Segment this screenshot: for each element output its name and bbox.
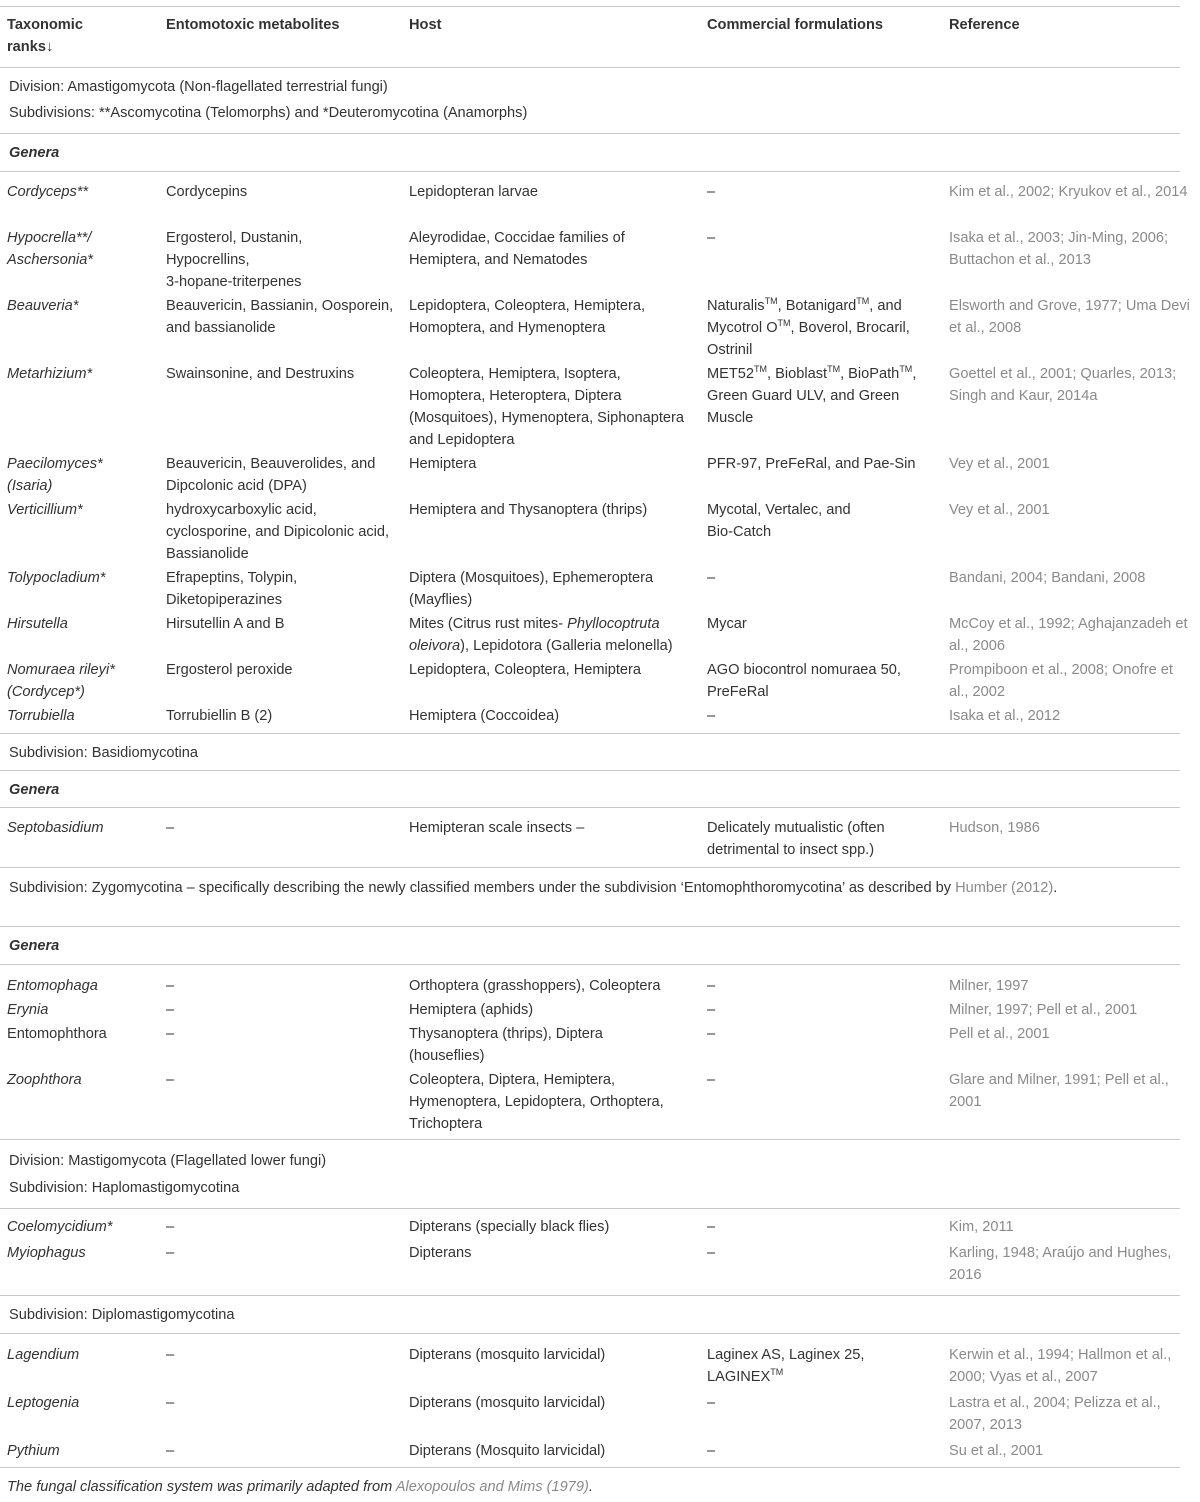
formulations-cell: – <box>707 1072 716 1088</box>
host-cell: Hemiptera <box>409 456 477 472</box>
metabolites-cell: Cordycepins <box>166 184 248 200</box>
reference-cell: Hudson, 1986 <box>949 820 1040 836</box>
metabolites-cell: Swainsonine, and Destruxins <box>166 366 355 382</box>
metabolites-cell: Efrapeptins, Tolypin, Diketopiperazines <box>166 570 298 608</box>
header-host: Host <box>409 17 442 33</box>
reference-cell: Kim, 2011 <box>949 1219 1014 1235</box>
metabolites-cell: – <box>166 1395 175 1411</box>
divider <box>0 1139 1180 1140</box>
division-label: Division: Mastigomycota (Flagellated lower fungi) <box>9 1153 327 1169</box>
reference-cell: Prompiboon et al., 2008; Onofre et al., 2002 <box>949 662 1173 700</box>
trademark-mark: TM <box>770 1367 784 1377</box>
divider <box>0 133 1180 134</box>
formulation-text: LAGINEX <box>707 1369 771 1385</box>
trademark-mark: TM <box>856 296 870 306</box>
footnote-text: The fungal classification system was primarily adapted from <box>7 1479 396 1495</box>
formulations-cell: – <box>707 1002 716 1018</box>
subdivision-text: Subdivision: Zygomycotina – specifically describing the newly classified members under the subdivision ‘Entomophthoromycotina’ as described by <box>9 880 956 896</box>
metabolites-cell: Hirsutellin A and B <box>166 616 285 632</box>
genus-cell: Erynia <box>7 1002 49 1018</box>
host-cell: Dipterans (specially black flies) <box>409 1219 610 1235</box>
host-cell <box>409 613 699 657</box>
genus-cell <box>7 227 157 271</box>
formulations-cell: – <box>707 230 716 246</box>
formulations-cell: Mycar <box>707 616 747 632</box>
formulation-text: , BioPath <box>840 366 900 382</box>
reference-cell: Pell et al., 2001 <box>949 1026 1050 1042</box>
formulation-line: Laginex AS, Laginex 25, <box>707 1347 865 1363</box>
metabolites-cell: Ergosterol peroxide <box>166 662 293 678</box>
metabolites-cell: – <box>166 1219 175 1235</box>
genus-cell: Metarhizium* <box>7 366 93 382</box>
reference-cell: Isaka et al., 2003; Jin-Ming, 2006; Buttachon et al., 2013 <box>949 230 1169 268</box>
metabolites-cell: – <box>166 1002 175 1018</box>
reference-cell: McCoy et al., 1992; Aghajanzadeh et al., 2006 <box>949 616 1188 654</box>
formulations-cell: PFR-97, PreFeRal, and Pae-Sin <box>707 456 916 472</box>
header-rank: Taxonomic ranks↓ <box>7 17 83 55</box>
genus-cell: Entomophthora <box>7 1026 107 1042</box>
formulations-cell: – <box>707 1026 716 1042</box>
divider <box>0 171 1180 172</box>
host-cell: Coleoptera, Diptera, Hemiptera, Hymenoptera, Lepidoptera, Orthoptera, Trichoptera <box>409 1072 664 1132</box>
formulations-cell: Delicately mutualistic (often detrimental to insect spp.) <box>707 820 885 858</box>
host-cell: Thysanoptera (thrips), Diptera (houseflies) <box>409 1026 603 1064</box>
host-cell: Dipterans (mosquito larvicidal) <box>409 1347 606 1363</box>
trademark-mark: TM <box>899 364 913 374</box>
table-footnote <box>7 1476 1187 1498</box>
formulation-text: Naturalis <box>707 298 765 314</box>
metabolites-cell: – <box>166 1245 175 1261</box>
genus-cell: Septobasidium <box>7 820 104 836</box>
formulations-cell: – <box>707 978 716 994</box>
formulations-cell: – <box>707 708 716 724</box>
citation-link[interactable]: Humber (2012) <box>955 880 1054 896</box>
host-cell: Dipterans (Mosquito larvicidal) <box>409 1443 606 1459</box>
formulation-text: , Botanigard <box>777 298 857 314</box>
host-cell: Hemiptera and Thysanoptera (thrips) <box>409 502 648 518</box>
metabolites-cell: – <box>166 1026 175 1042</box>
genus-line: Paecilomyces* <box>7 456 103 472</box>
formulations-cell <box>707 295 943 361</box>
host-cell: Coleoptera, Hemiptera, Isoptera, Homoptera, Heteroptera, Diptera (Mosquitoes), Hymenoptera, Siphonaptera and Lepidoptera <box>409 366 684 448</box>
trademark-mark: TM <box>777 318 791 328</box>
genus-cell: Leptogenia <box>7 1395 80 1411</box>
metabolites-cell: Beauvericin, Bassianin, Oosporein, and bassianolide <box>166 298 394 336</box>
host-cell: Dipterans <box>409 1245 472 1261</box>
formulation-text: , Green Guard ULV, and Green Muscle <box>707 366 917 426</box>
reference-cell: Isaka et al., 2012 <box>949 708 1061 724</box>
subdivision-label: Subdivision: Basidiomycotina <box>9 745 199 761</box>
genus-cell: Cordyceps** <box>7 184 89 200</box>
host-cell: Lepidoptera, Coleoptera, Hemiptera, Homoptera, and Hymenoptera <box>409 298 646 336</box>
header-bottom-rule <box>0 67 1180 68</box>
formulation-text: MET52 <box>707 366 755 382</box>
table-top-rule <box>0 6 1180 7</box>
host-cell: Lepidoptera, Coleoptera, Hemiptera <box>409 662 642 678</box>
genus-cell <box>7 453 157 497</box>
genus-cell: Hirsutella <box>7 616 68 632</box>
formulation-text: , and Mycotrol O <box>707 298 902 336</box>
genus-cell: Tolypocladium* <box>7 570 106 586</box>
header-metabolites: Entomotoxic metabolites <box>166 17 340 33</box>
host-cell: Dipterans (mosquito larvicidal) <box>409 1395 606 1411</box>
genus-cell: Zoophthora <box>7 1072 82 1088</box>
formulations-cell: – <box>707 1219 716 1235</box>
metabolites-cell: Torrubiellin B (2) <box>166 708 273 724</box>
formulations-cell <box>707 1344 943 1388</box>
metabolites-cell: Beauvericin, Beauverolides, and Dipcolonic acid (DPA) <box>166 456 376 494</box>
host-cell: Hemipteran scale insects – <box>409 820 585 836</box>
divider <box>0 1208 1180 1209</box>
divider <box>0 733 1180 734</box>
formulations-cell <box>707 363 943 429</box>
genus-cell: Entomophaga <box>7 978 98 994</box>
genera-heading: Genera <box>9 145 60 161</box>
species-name: Phyllocoptruta oleivora <box>409 616 660 654</box>
formulations-cell: Mycotal, Vertalec, and Bio-Catch <box>707 502 851 540</box>
subdivision-text: . <box>1053 880 1058 896</box>
formulation-text: , Bioblast <box>767 366 828 382</box>
reference-cell: Lastra et al., 2004; Pelizza et al., 2007, 2013 <box>949 1395 1161 1433</box>
subdivision-label: Subdivision: Diplomastigomycotina <box>9 1307 235 1323</box>
reference-cell: Vey et al., 2001 <box>949 456 1050 472</box>
metabolites-line: Ergosterol, Dustanin, <box>166 230 303 246</box>
host-cell: Orthoptera (grasshoppers), Coleoptera <box>409 978 661 994</box>
genus-line: (Cordycep*) <box>7 684 85 700</box>
metabolites-cell: – <box>166 978 175 994</box>
genus-cell: Beauveria* <box>7 298 79 314</box>
divider <box>0 926 1180 927</box>
divider <box>0 867 1180 868</box>
genus-cell: Coelomycidium* <box>7 1219 113 1235</box>
metabolites-line: Hypocrellins, <box>166 252 250 268</box>
genera-heading: Genera <box>9 782 60 798</box>
metabolites-cell: – <box>166 820 175 836</box>
formulation-text: , Boverol, Brocaril, Ostrinil <box>707 320 910 358</box>
metabolites-cell: – <box>166 1347 175 1363</box>
reference-cell: Milner, 1997; Pell et al., 2001 <box>949 1002 1138 1018</box>
genus-cell <box>7 659 157 703</box>
reference-cell: Karling, 1948; Araújo and Hughes, 2016 <box>949 1245 1172 1283</box>
subdivision-label <box>9 877 1084 899</box>
citation-link[interactable]: Alexopoulos and Mims (1979) <box>395 1479 589 1495</box>
trademark-mark: TM <box>754 364 768 374</box>
reference-cell: Elsworth and Grove, 1977; Uma Devi et al., 2008 <box>949 298 1190 336</box>
genus-cell: Pythium <box>7 1443 60 1459</box>
genus-cell: Myiophagus <box>7 1245 86 1261</box>
formulations-cell: – <box>707 1245 716 1261</box>
reference-cell: Kerwin et al., 1994; Hallmon et al., 2000; Vyas et al., 2007 <box>949 1347 1172 1385</box>
footnote-text: . <box>588 1479 593 1495</box>
formulation-line <box>707 1366 943 1388</box>
subdivision-label: Subdivisions: **Ascomycotina (Telomorphs) and *Deuteromycotina (Anamorphs) <box>9 105 528 121</box>
host-cell: Hemiptera (aphids) <box>409 1002 534 1018</box>
divider <box>0 1295 1180 1296</box>
divider <box>0 807 1180 808</box>
metabolites-cell: – <box>166 1443 175 1459</box>
metabolites-cell: hydroxycarboxylic acid, cyclosporine, and Dipicolonic acid, Bassianolide <box>166 502 390 562</box>
formulations-cell: – <box>707 1443 716 1459</box>
header-reference: Reference <box>949 17 1020 33</box>
metabolites-cell <box>166 227 398 293</box>
reference-cell: Milner, 1997 <box>949 978 1029 994</box>
reference-cell: Su et al., 2001 <box>949 1443 1044 1459</box>
genus-cell: Torrubiella <box>7 708 75 724</box>
metabolites-cell: – <box>166 1072 175 1088</box>
trademark-mark: TM <box>827 364 841 374</box>
genus-cell: Verticillium* <box>7 502 83 518</box>
divider <box>0 770 1180 771</box>
reference-cell: Vey et al., 2001 <box>949 502 1050 518</box>
host-cell: Hemiptera (Coccoidea) <box>409 708 560 724</box>
reference-cell: Bandani, 2004; Bandani, 2008 <box>949 570 1146 586</box>
formulations-cell: – <box>707 1395 716 1411</box>
genus-line: (Isaria) <box>7 478 53 494</box>
divider <box>0 964 1180 965</box>
genus-line: Aschersonia* <box>7 252 93 268</box>
genus-line: Nomuraea rileyi* <box>7 662 115 678</box>
divider <box>0 1333 1180 1334</box>
formulations-cell: AGO biocontrol nomuraea 50, PreFeRal <box>707 662 901 700</box>
header-formulations: Commercial formulations <box>707 17 883 33</box>
division-label: Division: Amastigomycota (Non-flagellated terrestrial fungi) <box>9 79 388 95</box>
subdivision-label: Subdivision: Haplomastigomycotina <box>9 1180 240 1196</box>
genera-heading: Genera <box>9 938 60 954</box>
table-bottom-rule <box>0 1467 1180 1468</box>
host-text: Mites (Citrus rust mites- <box>409 616 568 632</box>
host-cell: Diptera (Mosquitoes), Ephemeroptera (Mayflies) <box>409 570 654 608</box>
genus-cell: Lagendium <box>7 1347 80 1363</box>
host-text: ), Lepidotora (Galleria melonella) <box>460 638 673 654</box>
reference-cell: Glare and Milner, 1991; Pell et al., 2001 <box>949 1072 1169 1110</box>
host-cell: Lepidopteran larvae <box>409 184 539 200</box>
reference-cell: Kim et al., 2002; Kryukov et al., 2014 <box>949 184 1188 200</box>
host-cell: Aleyrodidae, Coccidae families of Hemiptera, and Nematodes <box>409 230 625 268</box>
formulations-cell: – <box>707 570 716 586</box>
formulations-cell: – <box>707 184 716 200</box>
metabolites-line: 3-hopane-triterpenes <box>166 274 302 290</box>
trademark-mark: TM <box>764 296 778 306</box>
genus-line: Hypocrella**/ <box>7 230 92 246</box>
reference-cell: Goettel et al., 2001; Quarles, 2013; Singh and Kaur, 2014a <box>949 366 1177 404</box>
